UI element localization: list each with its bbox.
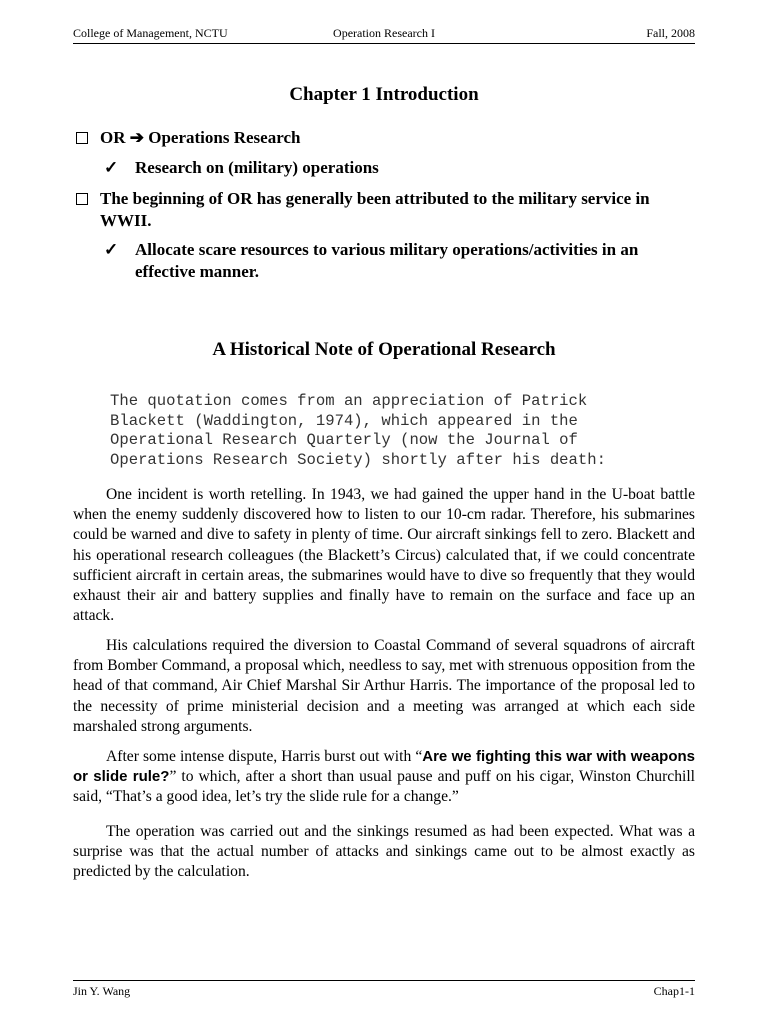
bullet-text: OR ➔ Operations Research	[100, 128, 301, 147]
paragraph: One incident is worth retelling. In 1943, we had gained the upper hand in the U-boat battle when the enemy suddenly discovered how to listen to our 10-cm radar. Therefore, his submarines could be warned and dive to safety in plenty of time. Our aircraft sinkings fell to zero. Blackett and his operational research colleagues (the Blackett’s Circus) calculated that, if we could concentrate sufficient aircraft in certain areas, the submarines would have to dive so frequently that they would exhaust their air and battery supplies and finally have to remain on the surface and face up an attack.	[73, 486, 695, 625]
quote-line: Operational Research Quarterly (now the Journal of	[110, 431, 578, 449]
quotation-intro	[110, 392, 710, 470]
checkmark-icon: ✓	[104, 158, 119, 177]
paragraph: The operation was carried out and the sinkings resumed as had been expected. What was a surprise was that the actual number of attacks and sinkings came out to be almost exactly as predicted by the calculation.	[73, 823, 695, 881]
page-footer	[73, 984, 695, 1000]
checkbox-bullet-icon	[76, 127, 88, 150]
footer-author: Jin Y. Wang	[73, 984, 131, 998]
sub-bullet-item	[104, 239, 694, 283]
header-term: Fall, 2008	[646, 26, 695, 40]
checkmark-icon: ✓	[104, 240, 119, 259]
footer-divider	[73, 980, 695, 981]
checkbox-bullet-icon	[76, 188, 88, 211]
section-title: A Historical Note of Operational Research	[212, 339, 556, 360]
paragraph-text: ” to which, after a short than usual pause and puff on his cigar, Winston Churchill said, “That’s a good idea, let’s try the slide rule for a change.”	[73, 768, 695, 806]
sub-bullet-item	[104, 157, 694, 179]
header-institution: College of Management, NCTU	[73, 26, 228, 40]
paragraph-text: After some intense dispute, Harris burst out with “	[106, 748, 423, 765]
emphasized-quote: Are we fighting this war with weapons or slide rule?	[73, 748, 695, 786]
page-header	[73, 26, 695, 42]
footer-page-number: Chap1-1	[653, 984, 695, 998]
quote-line: Operations Research Society) shortly after his death:	[110, 450, 606, 469]
quote-line: Blackett (Waddington, 1974), which appeared in the	[110, 411, 578, 430]
paragraph	[73, 747, 695, 808]
bullet-text: The beginning of OR has generally been attributed to the military service in WWII.	[100, 189, 650, 230]
chapter-title: Chapter 1 Introduction	[289, 84, 479, 105]
bullet-item	[76, 188, 696, 232]
bullet-item	[76, 127, 696, 149]
sub-bullet-text: Research on (military) operations	[135, 158, 379, 177]
paragraph: His calculations required the diversion to Coastal Command of several squadrons of aircraft from Bomber Command, a proposal which, needless to say, met with strenuous opposition from the head of that command, Air Chief Marshal Sir Arthur Harris. The importance of the proposal led to the necessity of prime ministerial decision and a meeting was arranged at which each side marshaled strong arguments.	[73, 637, 695, 735]
header-divider	[73, 43, 695, 44]
sub-bullet-text: Allocate scare resources to various military operations/activities in an effective manner.	[135, 240, 639, 281]
quote-line: The quotation comes from an appreciation of Patrick	[110, 392, 588, 410]
header-course: Operation Research I	[333, 26, 435, 40]
